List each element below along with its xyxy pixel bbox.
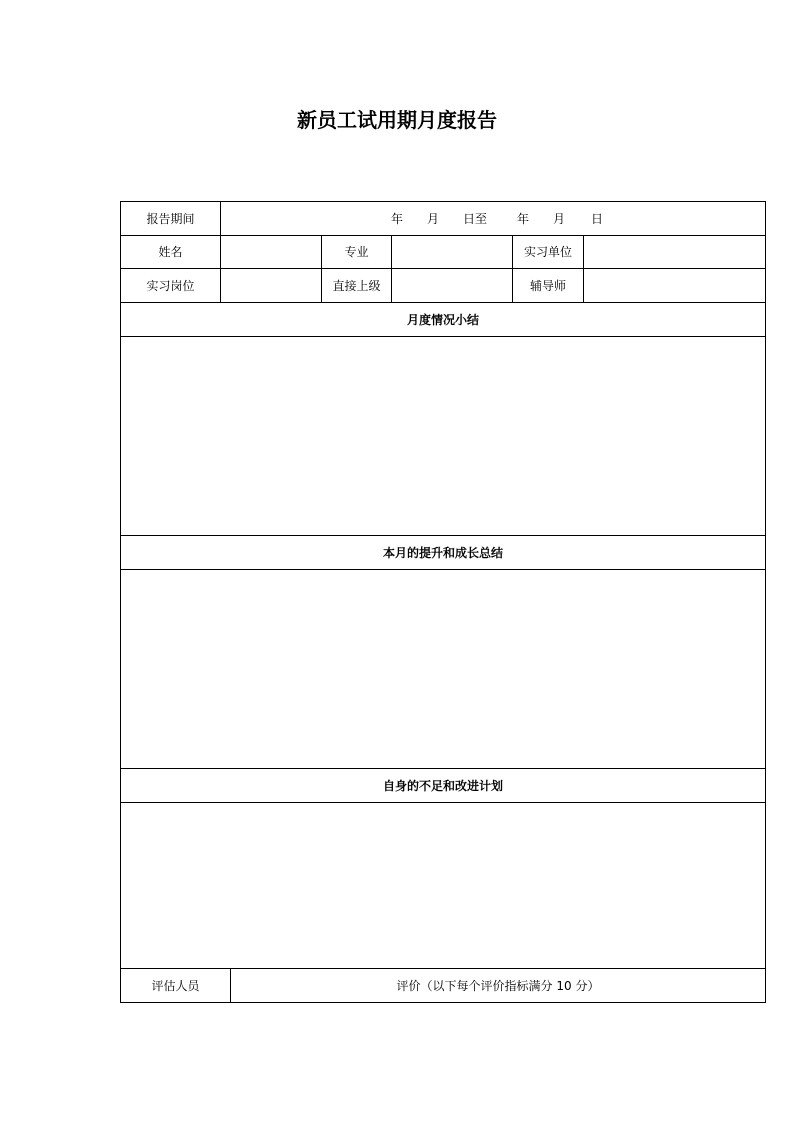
table-line — [765, 201, 766, 1003]
monthly-summary-heading: 月度情况小结 — [406, 312, 479, 327]
period-day-end: 日 — [591, 211, 604, 226]
report-period-field[interactable] — [221, 202, 765, 235]
internship-post-field[interactable] — [221, 269, 321, 302]
growth-summary-heading: 本月的提升和成长总结 — [382, 545, 503, 560]
period-year-start: 年 — [390, 211, 403, 226]
period-month-start: 月 — [426, 211, 439, 226]
period-month-end: 月 — [553, 211, 566, 226]
improvement-plan-heading: 自身的不足和改进计划 — [382, 778, 503, 793]
name-label: 姓名 — [158, 245, 183, 259]
direct-supervisor-label: 直接上级 — [332, 278, 381, 293]
report-period-label: 报告期间 — [146, 211, 195, 226]
growth-summary-field[interactable] — [121, 570, 765, 768]
major-field[interactable] — [392, 236, 512, 268]
table-line — [120, 1002, 766, 1003]
document-title: 新员工试用期月度报告 — [297, 108, 497, 132]
monthly-summary-field[interactable] — [121, 337, 765, 535]
improvement-plan-field[interactable] — [121, 803, 765, 968]
name-field[interactable] — [221, 236, 321, 268]
period-year-end: 年 — [517, 211, 530, 226]
mentor-field[interactable] — [584, 269, 765, 302]
mentor-label: 辅导师 — [529, 278, 566, 293]
direct-supervisor-field[interactable] — [392, 269, 512, 302]
internship-unit-label: 实习单位 — [523, 245, 572, 259]
internship-unit-field[interactable] — [584, 236, 765, 268]
major-label: 专业 — [344, 245, 369, 259]
period-day-to: 日至 — [462, 211, 487, 226]
evaluation-label: 评价（以下每个评价指标满分 10 分） — [396, 978, 600, 993]
evaluator-label: 评估人员 — [151, 978, 200, 993]
internship-post-label: 实习岗位 — [146, 278, 195, 293]
